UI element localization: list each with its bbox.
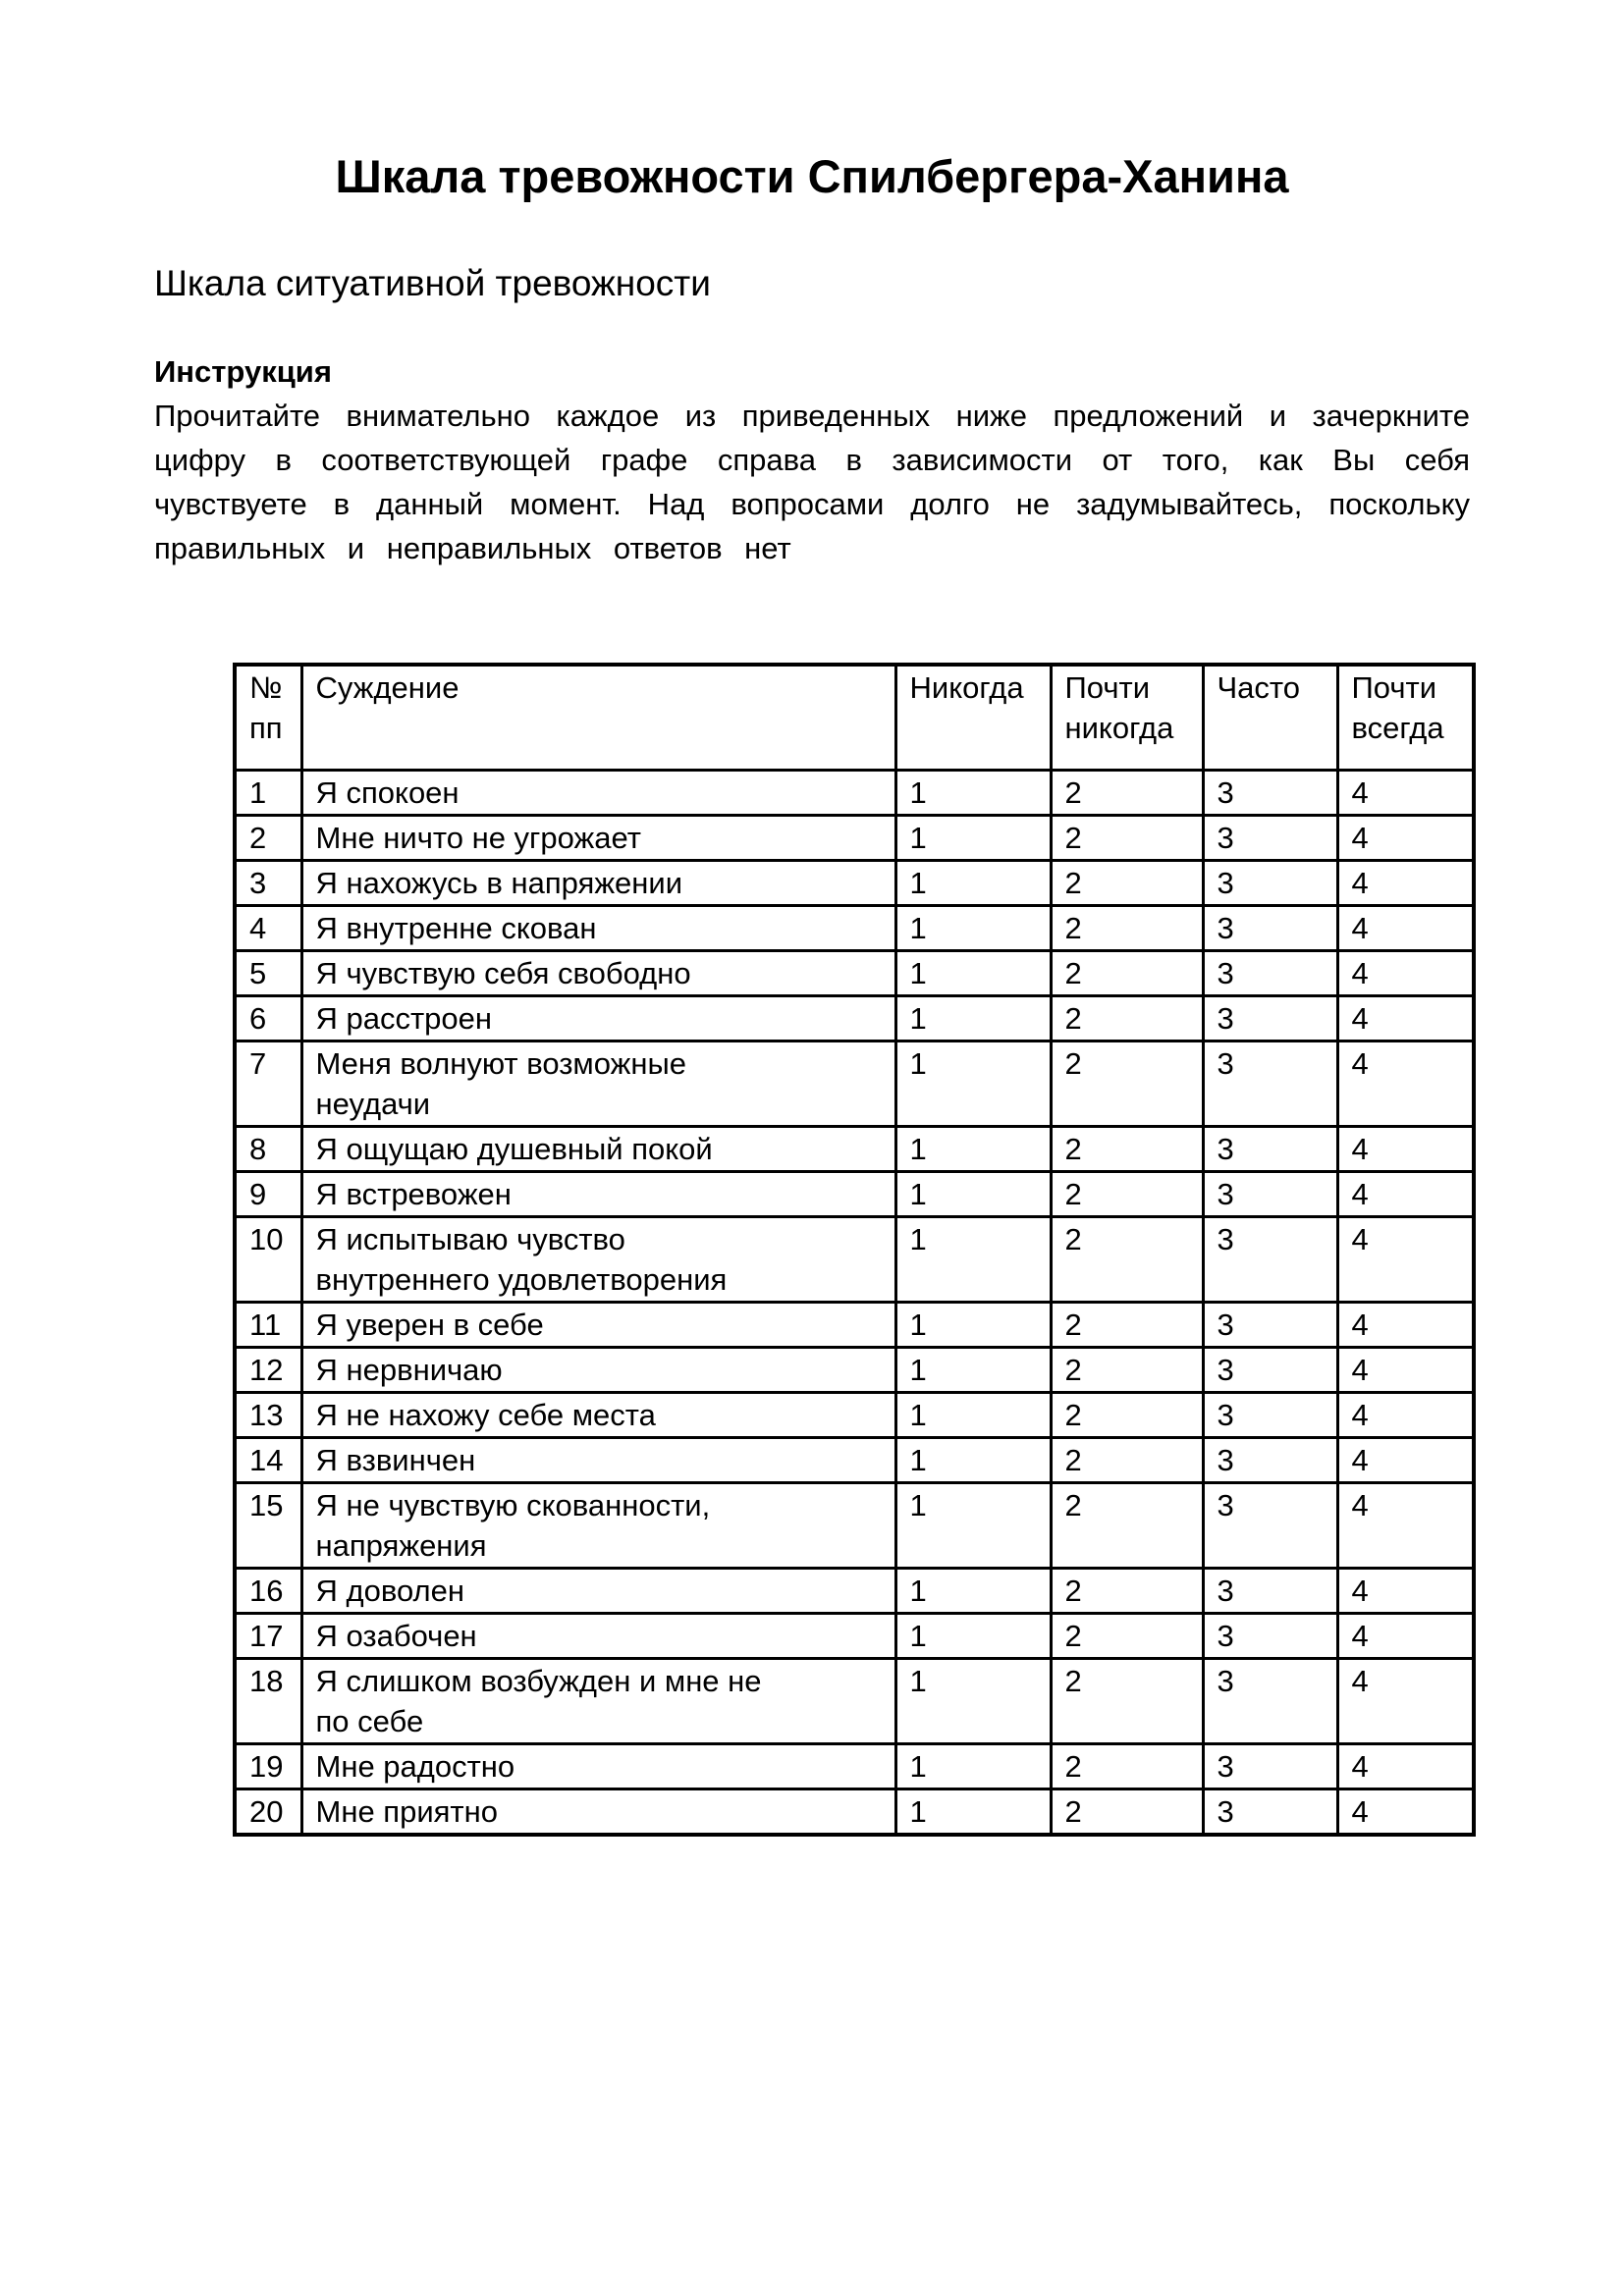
rating-cell-4: 4 bbox=[1337, 1393, 1474, 1438]
statement-cell: Я не нахожу себе места bbox=[301, 1393, 895, 1438]
rating-cell-3: 3 bbox=[1203, 1614, 1337, 1659]
rating-cell-1: 1 bbox=[895, 1789, 1051, 1836]
instruction-paragraph: Прочитайте внимательно каждое из приведенных ниже предложений и зачеркните цифру в соответствующей графе справа в зависимости от того, как Вы себя чувствуете в данный момент. Над вопросами долго не задумывайтесь, поскольку правильных и неправильных ответов нет bbox=[154, 399, 1470, 565]
statement-cell: Я озабочен bbox=[301, 1614, 895, 1659]
rating-cell-4: 4 bbox=[1337, 1744, 1474, 1789]
rating-cell-2: 2 bbox=[1051, 1483, 1203, 1569]
rating-cell-3: 3 bbox=[1203, 951, 1337, 996]
statement-cell: Я встревожен bbox=[301, 1172, 895, 1217]
rating-cell-2: 2 bbox=[1051, 1172, 1203, 1217]
instruction-heading: Инструкция bbox=[154, 354, 332, 389]
table-row bbox=[235, 1438, 1474, 1483]
rating-cell-2: 2 bbox=[1051, 771, 1203, 816]
rating-cell-2: 2 bbox=[1051, 1041, 1203, 1127]
row-number-cell: 16 bbox=[235, 1569, 301, 1614]
row-number-cell: 12 bbox=[235, 1348, 301, 1393]
table-row bbox=[235, 1127, 1474, 1172]
header-cell-statement: Суждение bbox=[301, 665, 895, 771]
rating-cell-1: 1 bbox=[895, 861, 1051, 906]
row-number-cell: 19 bbox=[235, 1744, 301, 1789]
row-number-cell: 2 bbox=[235, 816, 301, 861]
rating-cell-4: 4 bbox=[1337, 861, 1474, 906]
rating-cell-2: 2 bbox=[1051, 1659, 1203, 1744]
row-number-cell: 3 bbox=[235, 861, 301, 906]
rating-cell-2: 2 bbox=[1051, 861, 1203, 906]
rating-cell-1: 1 bbox=[895, 816, 1051, 861]
table-row bbox=[235, 951, 1474, 996]
row-number-cell: 6 bbox=[235, 996, 301, 1041]
rating-cell-3: 3 bbox=[1203, 1483, 1337, 1569]
rating-cell-3: 3 bbox=[1203, 1217, 1337, 1303]
table-row bbox=[235, 996, 1474, 1041]
statement-cell: Я уверен в себе bbox=[301, 1303, 895, 1348]
rating-cell-2: 2 bbox=[1051, 1438, 1203, 1483]
table-row bbox=[235, 1393, 1474, 1438]
document-title: Шкала тревожности Спилбергера-Ханина bbox=[335, 150, 1289, 202]
rating-cell-1: 1 bbox=[895, 906, 1051, 951]
rating-cell-1: 1 bbox=[895, 1348, 1051, 1393]
table-row bbox=[235, 1217, 1474, 1303]
row-number-cell: 9 bbox=[235, 1172, 301, 1217]
rating-cell-4: 4 bbox=[1337, 1789, 1474, 1836]
rating-cell-4: 4 bbox=[1337, 1303, 1474, 1348]
rating-cell-4: 4 bbox=[1337, 1041, 1474, 1127]
rating-cell-4: 4 bbox=[1337, 996, 1474, 1041]
header-cell-number: № пп bbox=[235, 665, 301, 771]
rating-cell-4: 4 bbox=[1337, 1483, 1474, 1569]
rating-cell-3: 3 bbox=[1203, 1348, 1337, 1393]
statement-cell: Я испытываю чувство внутреннего удовлетворения bbox=[301, 1217, 895, 1303]
row-number-cell: 8 bbox=[235, 1127, 301, 1172]
rating-cell-4: 4 bbox=[1337, 1348, 1474, 1393]
table-row bbox=[235, 1041, 1474, 1127]
table-row bbox=[235, 906, 1474, 951]
rating-cell-2: 2 bbox=[1051, 1614, 1203, 1659]
rating-cell-1: 1 bbox=[895, 1127, 1051, 1172]
row-number-cell: 20 bbox=[235, 1789, 301, 1836]
table-row bbox=[235, 1659, 1474, 1744]
rating-cell-2: 2 bbox=[1051, 951, 1203, 996]
rating-cell-2: 2 bbox=[1051, 1127, 1203, 1172]
rating-cell-1: 1 bbox=[895, 771, 1051, 816]
rating-cell-2: 2 bbox=[1051, 1303, 1203, 1348]
rating-cell-4: 4 bbox=[1337, 1569, 1474, 1614]
statement-cell: Я взвинчен bbox=[301, 1438, 895, 1483]
statement-cell: Меня волнуют возможные неудачи bbox=[301, 1041, 895, 1127]
rating-cell-4: 4 bbox=[1337, 1217, 1474, 1303]
row-number-cell: 4 bbox=[235, 906, 301, 951]
statement-cell: Я нервничаю bbox=[301, 1348, 895, 1393]
row-number-cell: 7 bbox=[235, 1041, 301, 1127]
statement-cell: Мне ничто не угрожает bbox=[301, 816, 895, 861]
rating-cell-3: 3 bbox=[1203, 906, 1337, 951]
rating-cell-4: 4 bbox=[1337, 951, 1474, 996]
table-row bbox=[235, 771, 1474, 816]
table-row bbox=[235, 1348, 1474, 1393]
rating-cell-1: 1 bbox=[895, 1569, 1051, 1614]
table-row bbox=[235, 1303, 1474, 1348]
rating-cell-4: 4 bbox=[1337, 816, 1474, 861]
statement-cell: Мне приятно bbox=[301, 1789, 895, 1836]
rating-cell-4: 4 bbox=[1337, 1659, 1474, 1744]
statement-cell: Я расстроен bbox=[301, 996, 895, 1041]
rating-cell-3: 3 bbox=[1203, 1303, 1337, 1348]
statement-cell: Я внутренне скован bbox=[301, 906, 895, 951]
rating-cell-3: 3 bbox=[1203, 771, 1337, 816]
statement-cell: Я не чувствую скованности, напряжения bbox=[301, 1483, 895, 1569]
rating-cell-3: 3 bbox=[1203, 1172, 1337, 1217]
rating-cell-1: 1 bbox=[895, 1041, 1051, 1127]
table-row bbox=[235, 816, 1474, 861]
row-number-cell: 5 bbox=[235, 951, 301, 996]
rating-cell-2: 2 bbox=[1051, 906, 1203, 951]
statement-cell: Я спокоен bbox=[301, 771, 895, 816]
header-cell-often: Часто bbox=[1203, 665, 1337, 771]
rating-cell-1: 1 bbox=[895, 1172, 1051, 1217]
statements-table-body bbox=[235, 771, 1474, 1836]
rating-cell-3: 3 bbox=[1203, 1393, 1337, 1438]
rating-cell-1: 1 bbox=[895, 1217, 1051, 1303]
rating-cell-1: 1 bbox=[895, 1438, 1051, 1483]
table-row bbox=[235, 1483, 1474, 1569]
rating-cell-3: 3 bbox=[1203, 861, 1337, 906]
table-row bbox=[235, 1172, 1474, 1217]
rating-cell-2: 2 bbox=[1051, 1789, 1203, 1836]
rating-cell-3: 3 bbox=[1203, 816, 1337, 861]
rating-cell-4: 4 bbox=[1337, 1172, 1474, 1217]
table-row bbox=[235, 1744, 1474, 1789]
rating-cell-2: 2 bbox=[1051, 1744, 1203, 1789]
row-number-cell: 18 bbox=[235, 1659, 301, 1744]
statement-cell: Я доволен bbox=[301, 1569, 895, 1614]
statement-cell: Я ощущаю душевный покой bbox=[301, 1127, 895, 1172]
rating-cell-1: 1 bbox=[895, 951, 1051, 996]
table-row bbox=[235, 1789, 1474, 1836]
rating-cell-4: 4 bbox=[1337, 1614, 1474, 1659]
rating-cell-3: 3 bbox=[1203, 1569, 1337, 1614]
anxiety-survey-table bbox=[233, 663, 1476, 1837]
table-row bbox=[235, 1569, 1474, 1614]
row-number-cell: 14 bbox=[235, 1438, 301, 1483]
rating-cell-2: 2 bbox=[1051, 996, 1203, 1041]
statement-cell: Я чувствую себя свободно bbox=[301, 951, 895, 996]
rating-cell-3: 3 bbox=[1203, 1659, 1337, 1744]
header-cell-almost-never: Почти никогда bbox=[1051, 665, 1203, 771]
rating-cell-1: 1 bbox=[895, 1393, 1051, 1438]
rating-cell-3: 3 bbox=[1203, 1438, 1337, 1483]
rating-cell-4: 4 bbox=[1337, 906, 1474, 951]
table-row bbox=[235, 1614, 1474, 1659]
rating-cell-1: 1 bbox=[895, 996, 1051, 1041]
rating-cell-1: 1 bbox=[895, 1744, 1051, 1789]
rating-cell-2: 2 bbox=[1051, 1569, 1203, 1614]
row-number-cell: 1 bbox=[235, 771, 301, 816]
row-number-cell: 10 bbox=[235, 1217, 301, 1303]
section-subtitle: Шкала ситуативной тревожности bbox=[154, 263, 711, 303]
statement-cell: Я нахожусь в напряжении bbox=[301, 861, 895, 906]
row-number-cell: 15 bbox=[235, 1483, 301, 1569]
rating-cell-3: 3 bbox=[1203, 1789, 1337, 1836]
table-row bbox=[235, 861, 1474, 906]
rating-cell-2: 2 bbox=[1051, 1348, 1203, 1393]
statement-cell: Мне радостно bbox=[301, 1744, 895, 1789]
rating-cell-1: 1 bbox=[895, 1303, 1051, 1348]
rating-cell-3: 3 bbox=[1203, 1744, 1337, 1789]
rating-cell-3: 3 bbox=[1203, 1127, 1337, 1172]
rating-cell-2: 2 bbox=[1051, 1217, 1203, 1303]
rating-cell-3: 3 bbox=[1203, 996, 1337, 1041]
header-cell-almost-always: Почти всегда bbox=[1337, 665, 1474, 771]
rating-cell-2: 2 bbox=[1051, 1393, 1203, 1438]
rating-cell-4: 4 bbox=[1337, 1438, 1474, 1483]
header-cell-never: Никогда bbox=[895, 665, 1051, 771]
rating-cell-3: 3 bbox=[1203, 1041, 1337, 1127]
row-number-cell: 11 bbox=[235, 1303, 301, 1348]
row-number-cell: 17 bbox=[235, 1614, 301, 1659]
row-number-cell: 13 bbox=[235, 1393, 301, 1438]
rating-cell-4: 4 bbox=[1337, 771, 1474, 816]
statement-cell: Я слишком возбужден и мне не по себе bbox=[301, 1659, 895, 1744]
rating-cell-1: 1 bbox=[895, 1483, 1051, 1569]
rating-cell-1: 1 bbox=[895, 1659, 1051, 1744]
rating-cell-2: 2 bbox=[1051, 816, 1203, 861]
rating-cell-4: 4 bbox=[1337, 1127, 1474, 1172]
table-header-row bbox=[235, 665, 1474, 771]
rating-cell-1: 1 bbox=[895, 1614, 1051, 1659]
